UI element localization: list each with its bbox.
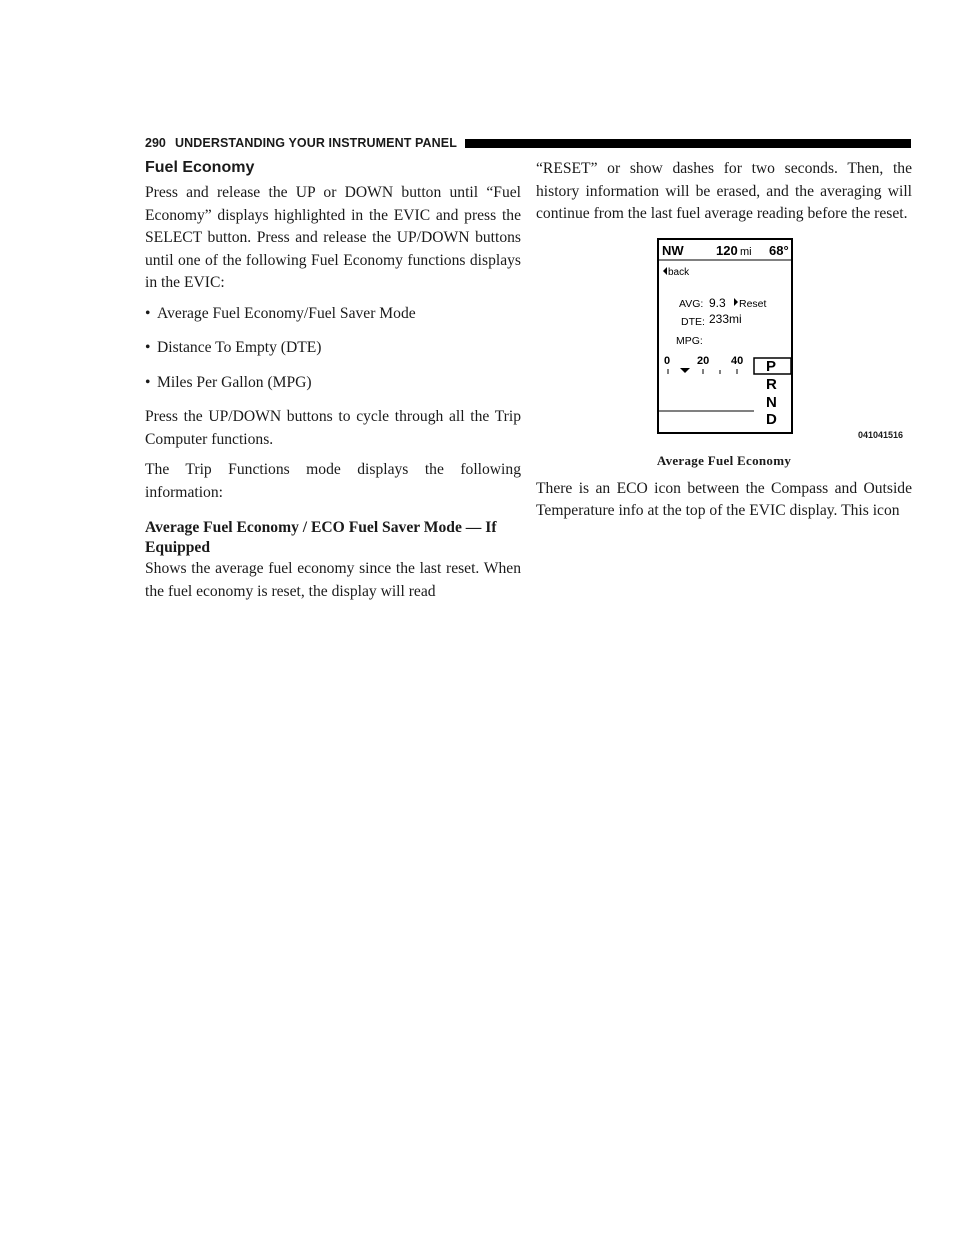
avg-label: AVG: [679, 297, 704, 310]
cycle-paragraph: Press the UP/DOWN buttons to cycle through all the Trip Computer functions. [145, 408, 521, 448]
scale-label-0: 0 [664, 354, 671, 367]
back-label: back [668, 266, 690, 278]
bullet-text: Average Fuel Economy/Fuel Saver Mode [157, 304, 416, 322]
right-column [536, 158, 912, 523]
gear-p: P [766, 357, 777, 375]
temperature: 68° [769, 242, 789, 258]
intro-paragraph: Press and release the UP or DOWN button until “Fuel Economy” displays highlighted in the EVIC and press the SELECT button. Press and release the UP/DOWN buttons until one of the following Fuel Economy functions displays in the EVIC: [145, 184, 521, 291]
bullet-symbol: • [145, 373, 151, 391]
page-number: 290 [145, 136, 166, 150]
scale-label-20: 20 [697, 354, 710, 367]
range-unit: mi [740, 245, 752, 258]
bullet-symbol: • [145, 339, 151, 356]
dte-value: 233mi [709, 311, 742, 326]
scale-label-40: 40 [731, 354, 744, 367]
gear-d: D [766, 410, 777, 428]
section-heading: Fuel Economy [145, 159, 255, 176]
dte-label: DTE: [681, 315, 705, 328]
gear-r: R [766, 375, 777, 393]
eco-icon-paragraph: There is an ECO icon between the Compass and Outside Temperature info at the top of the EVIC display. This icon [536, 479, 912, 519]
trip-functions-paragraph: The Trip Functions mode displays the following information: [145, 461, 521, 501]
reset-arrow-icon [734, 298, 738, 306]
page-header [145, 134, 911, 154]
range-value: 120 [716, 242, 738, 258]
reset-paragraph: “RESET” or show dashes for two seconds. Then, the history information will be erased, and the averaging will continue from the last fuel average reading before the reset. [536, 160, 912, 222]
header-title: UNDERSTANDING YOUR INSTRUMENT PANEL [175, 136, 457, 150]
avg-value: 9.3 [709, 295, 726, 310]
bullet-text: Miles Per Gallon (MPG) [157, 373, 312, 391]
bullet-item [145, 303, 521, 326]
bullet-symbol: • [145, 304, 151, 322]
gear-n: N [766, 393, 777, 411]
subheading: Average Fuel Economy / ECO Fuel Saver Mode — If Equipped [145, 519, 497, 556]
reset-label: Reset [739, 297, 767, 310]
bullet-item [145, 337, 521, 360]
evic-screen [659, 240, 791, 432]
back-arrow-icon [663, 267, 667, 275]
left-column [145, 158, 521, 603]
mpg-pointer-icon [680, 368, 690, 373]
bullet-item [145, 372, 521, 395]
evic-display [657, 238, 793, 434]
mpg-label: MPG: [676, 334, 703, 347]
figure-caption: Average Fuel Economy [656, 452, 792, 468]
figure-code: 041041516 [858, 429, 904, 440]
evic-figure [536, 234, 912, 444]
bullet-text: Distance To Empty (DTE) [157, 339, 322, 356]
avg-economy-paragraph: Shows the average fuel economy since the last reset. When the fuel economy is reset, the display will read [145, 560, 521, 600]
header-rule [465, 139, 911, 148]
compass-heading: NW [662, 242, 684, 258]
